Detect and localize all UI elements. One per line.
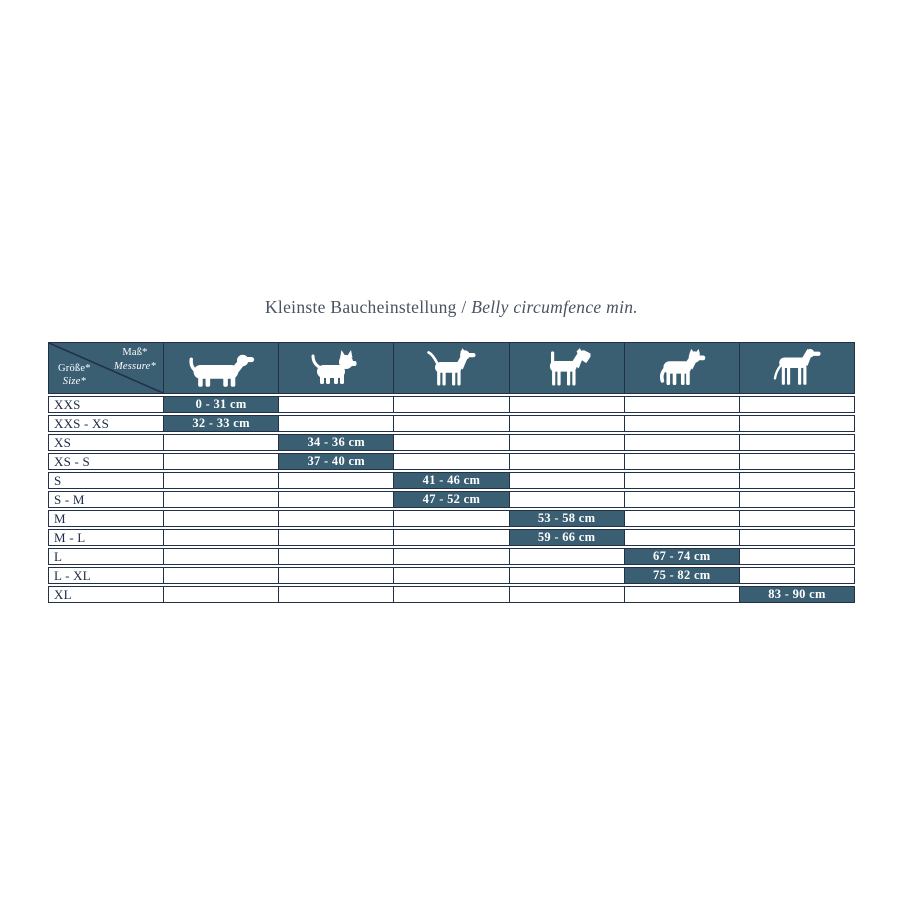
dachshund-icon	[184, 349, 258, 389]
husky-icon	[651, 348, 713, 391]
empty-cell	[393, 416, 508, 431]
belly-range-cell: 53 - 58 cm	[509, 511, 624, 526]
empty-cell	[509, 435, 624, 450]
title-english: Belly circumfence min.	[471, 297, 638, 317]
corner-size-label	[58, 362, 91, 389]
empty-cell	[393, 530, 508, 545]
table-row	[48, 548, 855, 565]
empty-cell	[393, 435, 508, 450]
empty-cell	[624, 435, 739, 450]
empty-cell	[163, 435, 278, 450]
belly-range-cell: 75 - 82 cm	[624, 568, 739, 583]
belly-range-cell: 32 - 33 cm	[163, 416, 278, 431]
size-label: L - XL	[54, 567, 91, 583]
corner-cell	[49, 343, 163, 393]
empty-cell	[393, 454, 508, 469]
title-german: Kleinste Baucheinstellung /	[264, 297, 472, 317]
measure-label-en: Messure*	[113, 360, 156, 372]
size-table	[48, 342, 855, 603]
empty-cell	[739, 416, 854, 431]
table-row	[48, 396, 855, 413]
belly-range-cell: 83 - 90 cm	[739, 587, 854, 602]
medium-dog-icon	[419, 348, 483, 391]
size-label: M - L	[54, 529, 86, 545]
table-row	[48, 415, 855, 432]
page-title	[48, 297, 855, 318]
empty-cell	[163, 511, 278, 526]
size-label: XL	[54, 586, 72, 602]
empty-cell	[509, 454, 624, 469]
belly-range-cell: 34 - 36 cm	[278, 435, 393, 450]
dog-column-header-3	[393, 343, 508, 393]
empty-cell	[739, 397, 854, 412]
great-dane-icon	[763, 348, 831, 390]
measure-label-de: Maß*	[122, 347, 148, 358]
dog-column-header-6	[739, 343, 854, 393]
empty-cell	[278, 530, 393, 545]
empty-cell	[278, 473, 393, 488]
empty-cell	[624, 416, 739, 431]
empty-cell	[163, 454, 278, 469]
dog-column-header-1	[163, 343, 278, 393]
belly-range-cell: 47 - 52 cm	[393, 492, 508, 507]
empty-cell	[739, 435, 854, 450]
empty-cell	[509, 492, 624, 507]
table-row	[48, 567, 855, 584]
empty-cell	[509, 473, 624, 488]
empty-cell	[393, 549, 508, 564]
empty-cell	[163, 549, 278, 564]
empty-cell	[739, 511, 854, 526]
empty-cell	[624, 397, 739, 412]
empty-cell	[739, 492, 854, 507]
dog-column-header-4	[509, 343, 624, 393]
size-label: XXS - XS	[54, 415, 110, 431]
empty-cell	[163, 568, 278, 583]
table-row	[48, 529, 855, 546]
size-label-en: Size*	[62, 376, 86, 388]
size-label: XS - S	[54, 453, 90, 469]
empty-cell	[739, 473, 854, 488]
empty-cell	[393, 397, 508, 412]
empty-cell	[739, 568, 854, 583]
belly-range-cell: 0 - 31 cm	[163, 397, 278, 412]
belly-range-cell: 59 - 66 cm	[509, 530, 624, 545]
belly-range-cell: 37 - 40 cm	[278, 454, 393, 469]
empty-cell	[278, 511, 393, 526]
empty-cell	[278, 587, 393, 602]
empty-cell	[393, 587, 508, 602]
empty-cell	[624, 492, 739, 507]
empty-cell	[278, 549, 393, 564]
empty-cell	[163, 530, 278, 545]
size-label: L	[54, 548, 63, 564]
empty-cell	[624, 587, 739, 602]
empty-cell	[163, 473, 278, 488]
empty-cell	[624, 530, 739, 545]
size-label: S - M	[54, 491, 85, 507]
empty-cell	[509, 549, 624, 564]
size-label: S	[54, 472, 62, 488]
fox-terrier-icon	[535, 348, 599, 391]
corner-measure-label	[114, 346, 156, 373]
dog-column-header-5	[624, 343, 739, 393]
size-label: XXS	[54, 396, 81, 412]
empty-cell	[163, 587, 278, 602]
empty-cell	[278, 397, 393, 412]
empty-cell	[739, 549, 854, 564]
empty-cell	[278, 492, 393, 507]
empty-cell	[393, 568, 508, 583]
table-row	[48, 510, 855, 527]
belly-range-cell: 41 - 46 cm	[393, 473, 508, 488]
empty-cell	[624, 454, 739, 469]
table-row	[48, 453, 855, 470]
empty-cell	[393, 511, 508, 526]
empty-cell	[739, 454, 854, 469]
empty-cell	[509, 587, 624, 602]
table-row	[48, 434, 855, 451]
table-row	[48, 491, 855, 508]
table-row	[48, 472, 855, 489]
belly-range-cell: 67 - 74 cm	[624, 549, 739, 564]
empty-cell	[624, 511, 739, 526]
small-terrier-icon	[305, 349, 367, 389]
size-label-de: Größe*	[58, 362, 91, 374]
size-label: M	[54, 510, 66, 526]
empty-cell	[278, 568, 393, 583]
table-row	[48, 586, 855, 603]
empty-cell	[739, 530, 854, 545]
empty-cell	[624, 473, 739, 488]
empty-cell	[509, 568, 624, 583]
size-label: XS	[54, 434, 72, 450]
table-header-row	[48, 342, 855, 394]
dog-column-header-2	[278, 343, 393, 393]
empty-cell	[509, 416, 624, 431]
empty-cell	[163, 492, 278, 507]
empty-cell	[509, 397, 624, 412]
empty-cell	[278, 416, 393, 431]
